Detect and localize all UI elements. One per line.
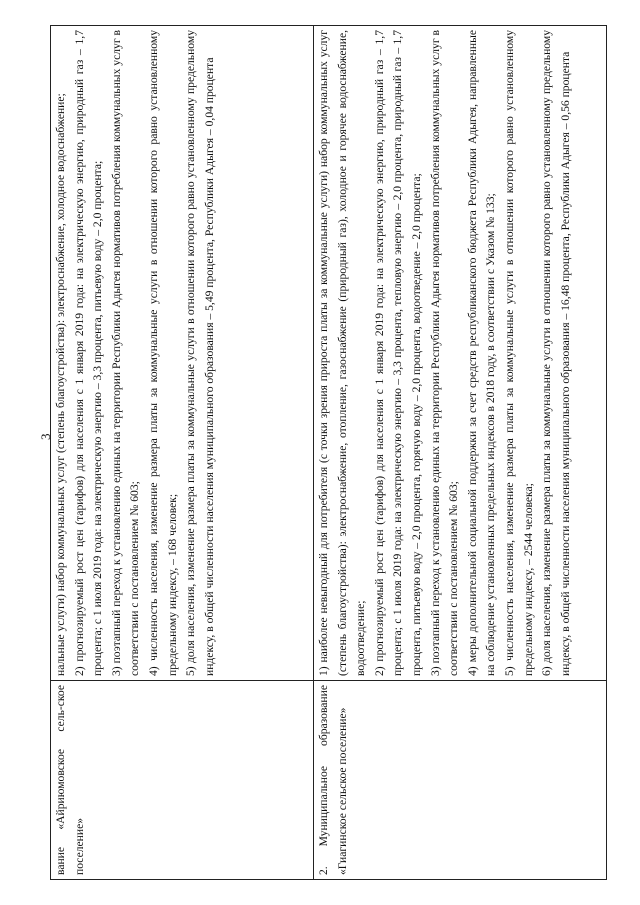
condition-item: 3) поэтапный переход к установлению единых на территории Республики Адыгея нормативов потребления коммунальных услуг в соответствии с постановлением № 603; (428, 30, 461, 676)
condition-item: 2) прогнозируемый рост цен (тарифов) для населения с 1 января 2019 года: на электрическую энергию, природный газ – 1,7 процента; с 1 июля 2019 года: на электрическую энергию – 3,3 процента, питьевую воду – 2,0 процента; (72, 30, 105, 676)
municipal-table (50, 25, 607, 880)
condition-item: 4) меры дополнительной социальной поддержки за счет средств республиканского бюджета Республики Адыгея, направленные на соблюдение установленных предельных индексов в 2018 году, в соответствии с Указом № 133; (465, 30, 498, 676)
conditions-cell (314, 26, 607, 681)
table-row (314, 26, 607, 880)
condition-item: нальные услуги) набор коммунальных услуг (степень благоустройства): электроснабжение, холодное водоснабжение; (54, 93, 67, 676)
municipality-name-cell (314, 681, 607, 880)
page-number: 3 (38, 433, 53, 440)
condition-item: 4) численность населения, изменение размера платы за коммунальные услуги в отношении которого равно установленному предельному индексу, – 168 человек; (146, 30, 179, 676)
municipality-name: вание «Айриюмовское сель-ское поселение» (54, 685, 86, 875)
condition-item: 5) численность населения, изменение размера платы за коммунальные услуги в отношении которого равно установленному предельному индексу, – 2544 человека; (502, 30, 535, 676)
condition-item: 2) прогнозируемый рост цен (тарифов) для населения с 1 января 2019 года: на электрическую энергию, природный газ – 1,7 процента; с 1 июля 2019 года: на электрическую энергию – 3,3 процента, тепловую энергию – 2,0 процента, природный газ – 1,7 процента, питьевую воду – 2,0 процента, горячую воду – 2,0 процента, водоотведение – 2,0 процента; (372, 30, 423, 676)
condition-item: 3) поэтапный переход к установлению единых на территории Республики Адыгея нормативов потребления коммунальных услуг в соответствии с постановлением № 603; (109, 30, 142, 676)
condition-item: 5) доля населения, изменение размера платы за коммунальные услуги в отношении которого равно установленному предельному индексу, в общей численности населения муниципального образования – 5,49 процента, Республики Адыгея – 0,04 процента (184, 30, 216, 676)
municipality-name: 2. Муниципальное образование «Гиагинское сельское поселение» (317, 685, 349, 875)
condition-item: 6) доля населения, изменение размера платы за коммунальные услуги в отношении которого равно установленному предельному индексу, в общей численности населения муниципального образования – 16,48 процента, Республики Адыгея – 0,56 процента (540, 30, 572, 676)
condition-item: 1) наиболее невыгодный для потребителя (с точки зрения прироста платы за коммунальные услуги) набор коммунальных услуг (степень благоустройства): электроснабжение, отопление, газоснабжение (природный газ), холодное и горячее водоснабжение, водоотведение; (317, 30, 368, 676)
rotated-table-container (50, 25, 606, 880)
conditions-cell (51, 26, 314, 681)
municipality-name-cell (51, 681, 314, 880)
table-row (51, 26, 314, 880)
